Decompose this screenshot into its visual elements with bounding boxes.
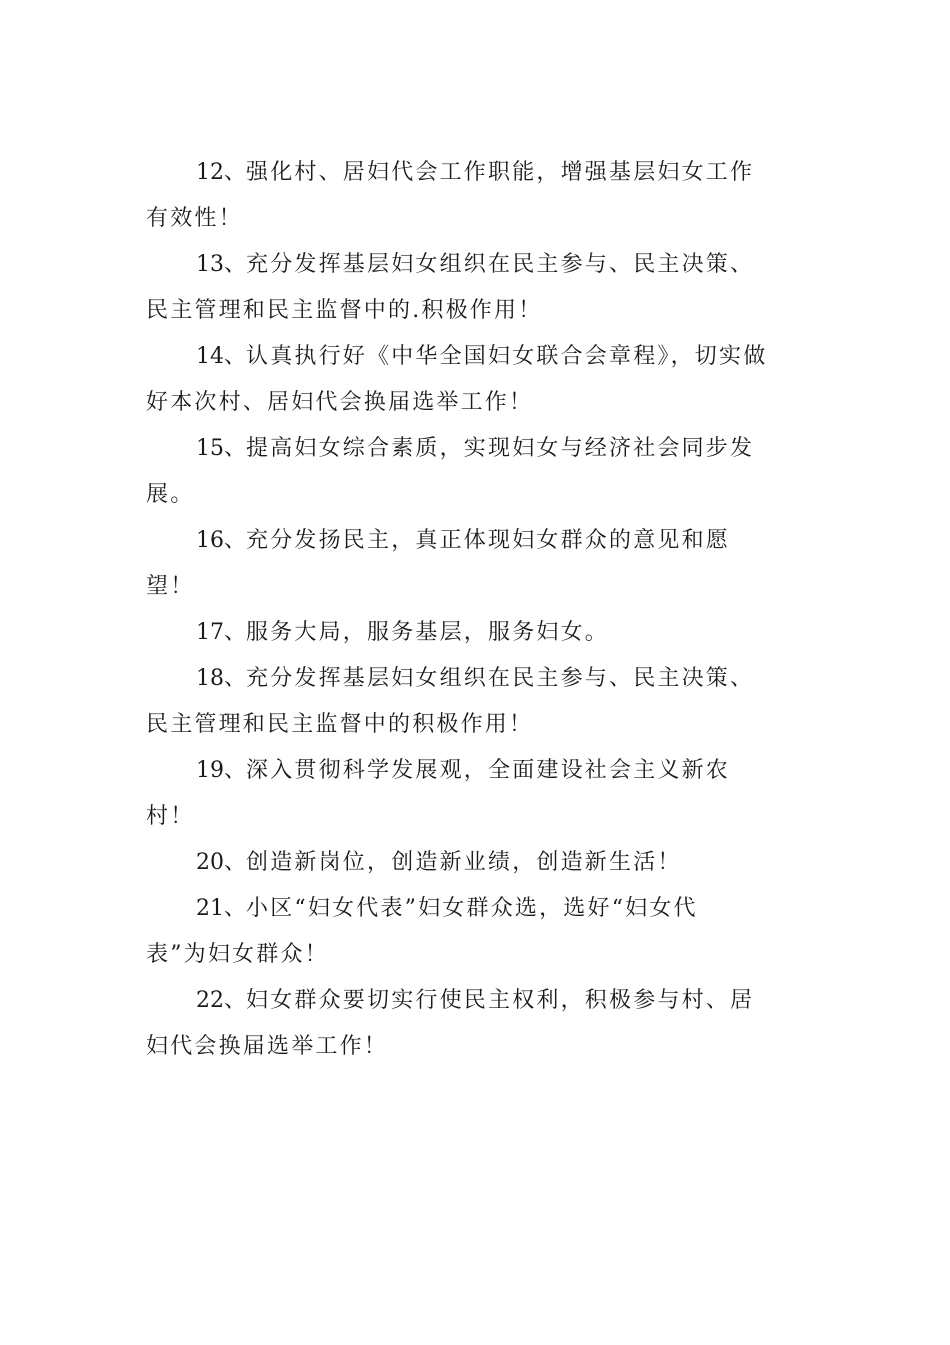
slogan-text: 服务大局，服务基层，服务妇女。	[246, 620, 610, 645]
slogan-text: 强化村、居妇代会工作职能，增强基层妇女工作 有效性！	[146, 160, 755, 231]
slogan-text: 小区“妇女代表”妇女群众选，选好“妇女代 表”为妇女群众！	[146, 896, 698, 967]
slogan-text: 创造新岗位，创造新业绩，创造新生活！	[246, 850, 682, 875]
slogan-list	[146, 150, 796, 1070]
slogan-number: 15、	[196, 436, 246, 461]
slogan-number: 12、	[196, 160, 246, 185]
slogan-text: 充分发扬民主，真正体现妇女群众的意见和愿 望！	[146, 528, 731, 599]
slogan-item	[146, 748, 796, 840]
slogan-item	[146, 886, 796, 978]
slogan-number: 22、	[196, 988, 246, 1013]
slogan-number: 21、	[196, 896, 246, 921]
slogan-item	[146, 242, 796, 334]
slogan-item	[146, 426, 796, 518]
slogan-number: 14、	[196, 344, 246, 369]
slogan-item	[146, 518, 796, 610]
slogan-text: 充分发挥基层妇女组织在民主参与、民主决策、 民主管理和民主监督中的.积极作用！	[146, 252, 755, 323]
slogan-text: 深入贯彻科学发展观，全面建设社会主义新农 村！	[146, 758, 731, 829]
slogan-item	[146, 150, 796, 242]
slogan-number: 17、	[196, 620, 246, 645]
slogan-item	[146, 840, 796, 886]
slogan-item	[146, 978, 796, 1070]
slogan-text: 充分发挥基层妇女组织在民主参与、民主决策、 民主管理和民主监督中的积极作用！	[146, 666, 755, 737]
slogan-number: 16、	[196, 528, 246, 553]
slogan-item	[146, 656, 796, 748]
slogan-text: 妇女群众要切实行使民主权利，积极参与村、居 妇代会换届选举工作！	[146, 988, 755, 1059]
slogan-number: 19、	[196, 758, 246, 783]
slogan-text: 提高妇女综合素质，实现妇女与经济社会同步发 展。	[146, 436, 755, 507]
slogan-text: 认真执行好《中华全国妇女联合会章程》，切实做 好本次村、居妇代会换届选举工作！	[146, 344, 768, 415]
slogan-number: 20、	[196, 850, 246, 875]
slogan-number: 18、	[196, 666, 246, 691]
slogan-item	[146, 334, 796, 426]
slogan-number: 13、	[196, 252, 246, 277]
slogan-item	[146, 610, 796, 656]
